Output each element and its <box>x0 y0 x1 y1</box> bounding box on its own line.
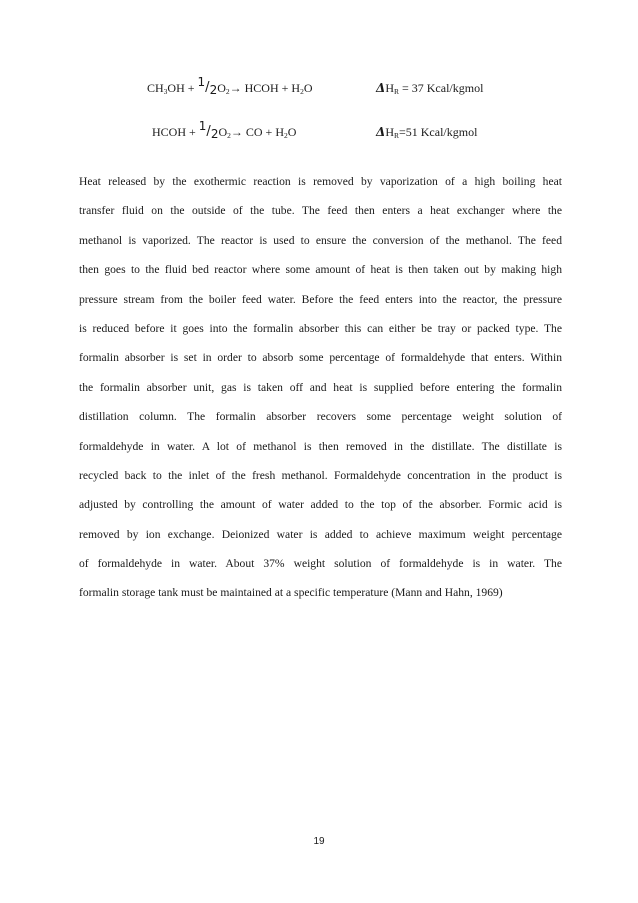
enthalpy-value-2: =51 Kcal/kgmol <box>399 125 478 139</box>
enthalpy-value-1: = 37 Kcal/kgmol <box>399 81 484 95</box>
delta-symbol: Δ <box>376 81 386 95</box>
paragraph-line: transfer fluid on the outside of the tube. The feed then enters a heat exchanger where the <box>79 204 562 218</box>
paragraph-line: adjusted by controlling the amount of water added to the top of the absorber. Formic acid is <box>79 498 562 512</box>
eq1-rhs: HCOH + $H_2O$ <box>241 81 313 96</box>
eq2-rhs: CO + $H_2O$ <box>242 125 297 140</box>
eq2-fraction: 1/2 <box>198 119 219 141</box>
paragraph-line: pressure stream from the boiler feed water. Before the feed enters into the reactor, the pressure <box>79 292 562 306</box>
paragraph-line: the formalin absorber unit, gas is taken off and heat is supplied before entering the formalin <box>79 380 562 394</box>
reaction-enthalpy-2 <box>376 125 477 139</box>
paragraph-line: recycled back to the inlet of the fresh methanol. Formaldehyde concentration in the product is <box>79 468 562 482</box>
eq2-lhs: HCOH + <box>152 125 199 139</box>
reaction-equation-2 <box>152 119 297 141</box>
paragraph-line: formalin absorber is set in order to absorb some percentage of formaldehyde that enters. Within <box>79 351 562 365</box>
paragraph-line: formalin storage tank must be maintained at a specific temperature (Mann and Hahn, 1969) <box>79 586 503 600</box>
body-paragraph <box>79 167 562 608</box>
eq1-fraction: 1/2 <box>197 75 218 97</box>
eq1-oxygen: $O_2$ <box>217 81 230 96</box>
reaction-equation-1 <box>147 75 313 97</box>
paragraph-line: then goes to the fluid bed reactor where some amount of heat is then taken out by making high <box>79 263 562 277</box>
eq2-arrow: → <box>230 125 243 139</box>
page-number: 19 <box>313 836 325 847</box>
paragraph-line: Heat released by the exothermic reaction is removed by vaporization of a high boiling heat <box>79 175 562 188</box>
eq1-arrow: → <box>229 81 242 95</box>
paragraph-line: distillation column. The formalin absorber recovers some percentage weight solution of <box>79 410 562 424</box>
enthalpy-sub: R <box>393 87 399 96</box>
paragraph-line: formaldehyde in water. A lot of methanol is then removed in the distillate. The distillate is <box>79 439 562 453</box>
enthalpy-h: H <box>385 81 394 95</box>
paragraph-line: is reduced before it goes into the formalin absorber this can either be tray or packed type. The <box>79 321 562 335</box>
reaction-enthalpy-1 <box>376 81 483 95</box>
paragraph-line: removed by ion exchange. Deionized water is added to achieve maximum weight percentage <box>79 527 562 541</box>
enthalpy-h: H <box>385 125 394 139</box>
eq2-oxygen: $O_2$ <box>218 125 231 140</box>
paragraph-line: of formaldehyde in water. About 37% weight solution of formaldehyde is in water. The <box>79 557 562 571</box>
delta-symbol: Δ <box>376 125 386 139</box>
enthalpy-sub: R <box>393 131 399 140</box>
eq1-lhs: $CH_3OH$ + <box>147 81 198 96</box>
paragraph-line: methanol is vaporized. The reactor is used to ensure the conversion of the methanol. The feed <box>79 233 562 247</box>
